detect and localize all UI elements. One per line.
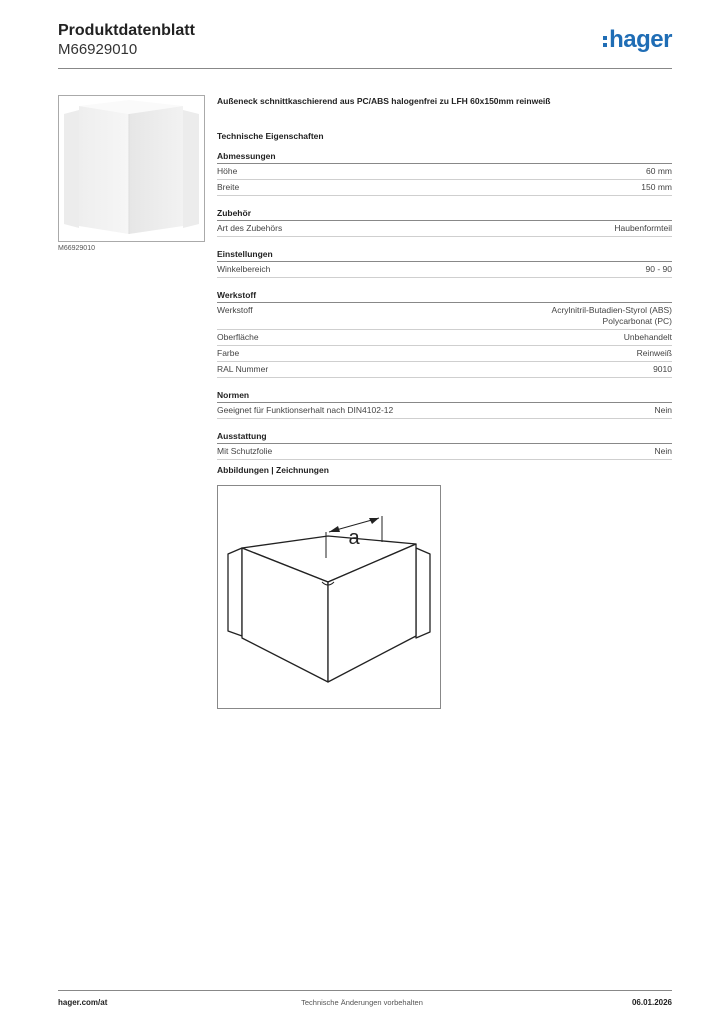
spec-value: 150 mm: [641, 182, 672, 192]
spec-value: 9010: [653, 364, 672, 374]
spec-label: Winkelbereich: [217, 264, 271, 274]
section-zubehoer: [217, 208, 672, 237]
footer-website: hager.com/at: [58, 998, 108, 1007]
spec-label: Mit Schutzfolie: [217, 446, 273, 456]
section-title: Normen: [217, 390, 672, 403]
product-title: Außeneck schnittkaschierend aus PC/ABS halogenfrei zu LFH 60x150mm reinweiß: [217, 96, 551, 106]
spec-label: Art des Zubehörs: [217, 223, 283, 233]
spec-row: [217, 444, 672, 460]
spec-row: [217, 164, 672, 180]
section-abmessungen: [217, 151, 672, 196]
product-number: M66929010: [58, 41, 138, 58]
section-werkstoff: [217, 290, 672, 378]
spec-row: [217, 221, 672, 237]
spec-value-line: Acrylnitril-Butadien-Styrol (ABS): [551, 305, 672, 315]
section-title: Einstellungen: [217, 249, 672, 262]
spec-value: Reinweiß: [636, 348, 672, 358]
section-title: Abmessungen: [217, 151, 672, 164]
section-title: Zubehör: [217, 208, 672, 221]
spec-label: Oberfläche: [217, 332, 259, 342]
spec-row: [217, 330, 672, 346]
logo-dots-icon: [603, 36, 607, 47]
product-image-caption: M66929010: [58, 245, 95, 252]
spec-label: Breite: [217, 182, 240, 192]
corner-line-drawing: [218, 486, 440, 708]
spec-row: [217, 262, 672, 278]
dimension-label: a: [348, 527, 360, 549]
footer-notice: Technische Änderungen vorbehalten: [301, 998, 423, 1007]
spec-label: RAL Nummer: [217, 364, 269, 374]
hager-logo: [603, 28, 672, 52]
spec-value: 90 - 90: [645, 264, 672, 274]
footer-date: 06.01.2026: [631, 998, 672, 1007]
footer-divider: [58, 990, 672, 991]
spec-value: Nein: [654, 446, 672, 456]
spec-label: Werkstoff: [217, 305, 253, 315]
section-einstellungen: [217, 249, 672, 278]
corner-piece-photo: [59, 96, 204, 241]
page-title: Produktdatenblatt: [58, 22, 195, 39]
product-details: [217, 96, 672, 460]
spec-value: Haubenformteil: [614, 223, 672, 233]
spec-row: [217, 303, 672, 330]
technical-drawing: [217, 485, 441, 709]
product-image: [58, 95, 205, 242]
spec-row: [217, 346, 672, 362]
spec-value-line: Polycarbonat (PC): [602, 316, 672, 326]
spec-value: Nein: [654, 405, 672, 415]
spec-row: [217, 180, 672, 196]
figures-heading: Abbildungen | Zeichnungen: [217, 465, 329, 475]
spec-label: Geeignet für Funktionserhalt nach DIN4102-12: [217, 405, 394, 415]
section-title: Ausstattung: [217, 431, 672, 444]
section-ausstattung: [217, 431, 672, 460]
logo-text: hager: [609, 26, 672, 53]
section-normen: [217, 390, 672, 419]
spec-label: Farbe: [217, 348, 240, 358]
section-title: Werkstoff: [217, 290, 672, 303]
spec-label: Höhe: [217, 166, 238, 176]
tech-properties-heading: Technische Eigenschaften: [217, 131, 324, 141]
spec-value: 60 mm: [646, 166, 672, 176]
spec-row: [217, 362, 672, 378]
spec-value: [552, 305, 672, 327]
header-divider: [58, 68, 672, 69]
spec-value: Unbehandelt: [623, 332, 672, 342]
spec-row: [217, 403, 672, 419]
